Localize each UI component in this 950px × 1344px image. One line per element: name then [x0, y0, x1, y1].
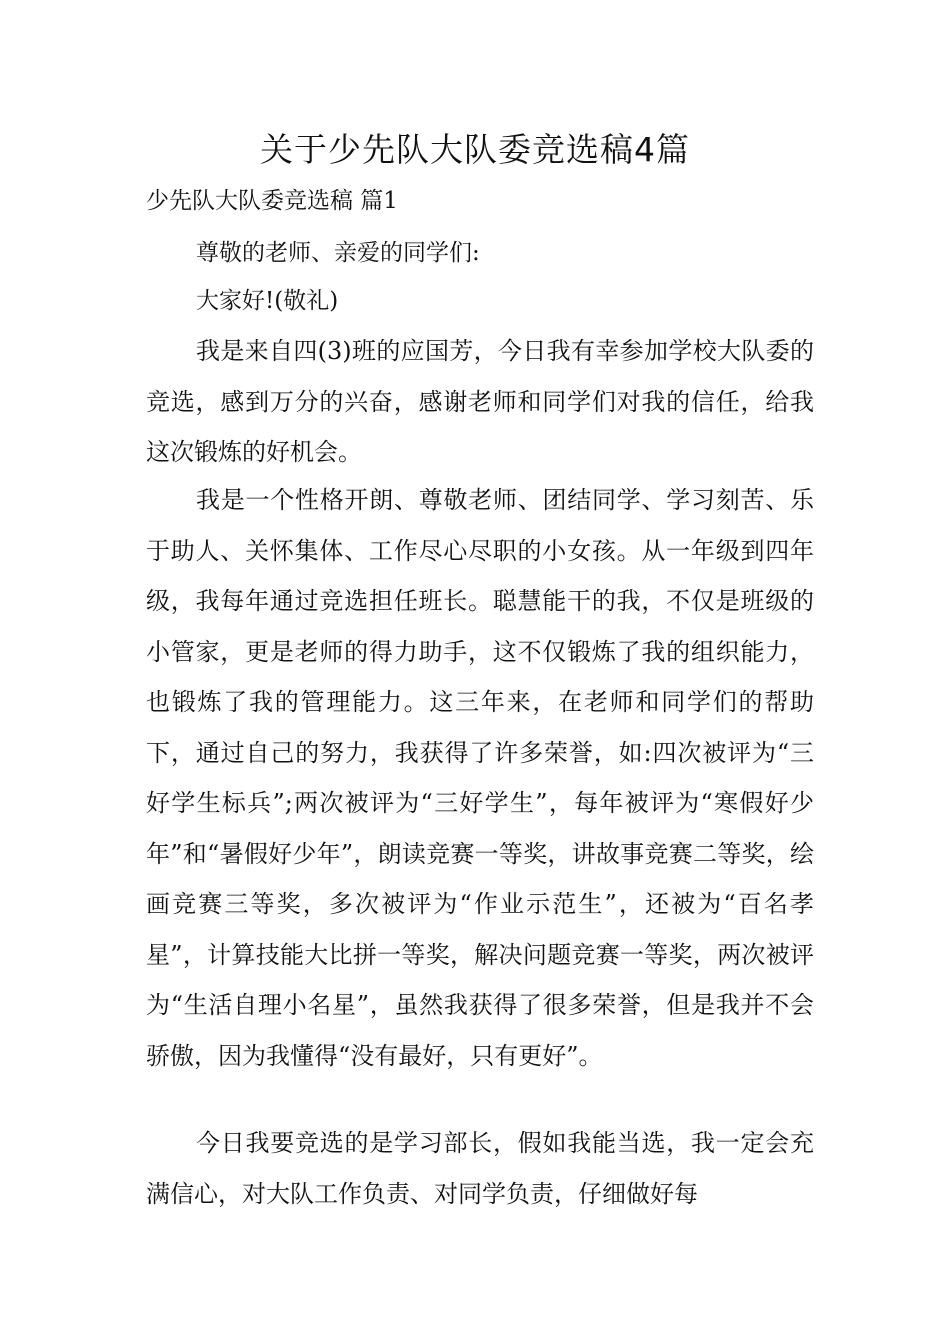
- paragraph-intro: 我是来自四(3)班的应国芳，今日我有幸参加学校大队委的竞选，感到万分的兴奋，感谢老师和同学们对我的信任，给我这次锻炼的好机会。: [146, 337, 814, 466]
- section-heading: 少先队大队委竞选稿 篇1: [146, 188, 398, 214]
- paragraph-campaign: 今日我要竞选的是学习部长，假如我能当选，我一定会充满信心，对大队工作负责、对同学负责，仔细做好每: [146, 1129, 814, 1208]
- greeting-line: 大家好!(敬礼): [196, 288, 339, 314]
- salutation-line: 尊敬的老师、亲爱的同学们:: [196, 240, 480, 266]
- document-title: 关于少先队大队委竞选稿4篇: [260, 130, 690, 169]
- paragraph-achievements: 我是一个性格开朗、尊敬老师、团结同学、学习刻苦、乐于助人、关怀集体、工作尽心尽职的小女孩。从一年级到四年级，我每年通过竞选担任班长。聪慧能干的我，不仅是班级的小管家，更是老师的得力助手，这不仅锻炼了我的组织能力，也锻炼了我的管理能力。这三年来，在老师和同学们的帮助下，通过自己的努力，我获得了许多荣誉，如:四次被评为“三好学生标兵”;两次被评为“三好学生”，每年被评为“寒假好少年”和“暑假好少年”，朗读竞赛一等奖，讲故事竞赛二等奖，绘画竞赛三等奖，多次被评为“作业示范生”，还被为“百名孝星”，计算技能大比拼一等奖，解决问题竞赛一等奖，两次被评为“生活自理小名星”，虽然我获得了很多荣誉，但是我并不会骄傲，因为我懂得“没有最好，只有更好”。: [146, 486, 814, 1070]
